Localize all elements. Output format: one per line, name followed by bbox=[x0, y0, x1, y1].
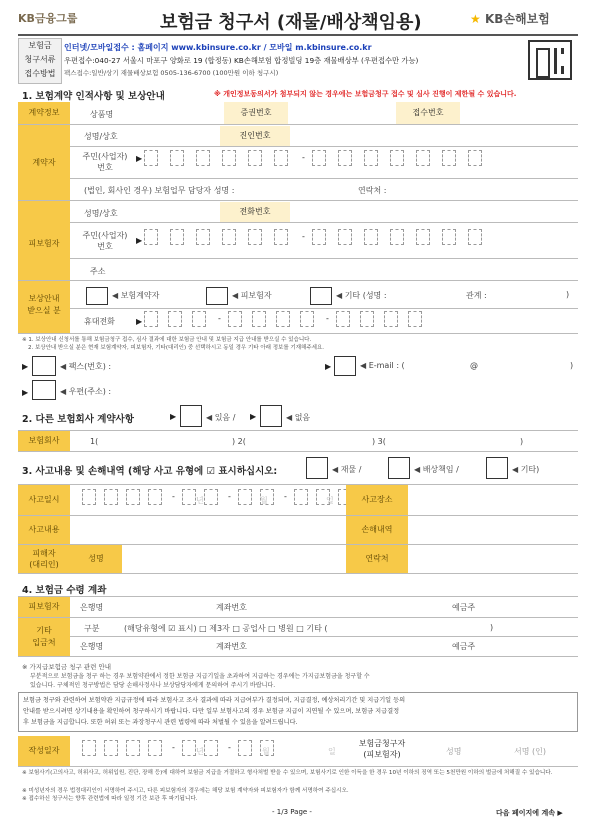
claimant-label: 보험금청구자 (피보험자) bbox=[358, 739, 406, 759]
mobile-digit[interactable] bbox=[228, 311, 242, 327]
sdate-month: 월 bbox=[262, 747, 270, 756]
paren-close: ) bbox=[566, 290, 570, 299]
opt-other-checkbox[interactable] bbox=[310, 287, 332, 305]
fine-print-2: 2. 보상안내 받으실 분은 현재 보험계약자, 피보험자, 기타(대리인) 중 선택하시고 동일 경우 기타 아래 정보를 기재해주세요. bbox=[28, 345, 325, 351]
sign-seal-label[interactable]: 서명 (인) bbox=[514, 747, 546, 756]
insured-rrn-digit[interactable] bbox=[468, 229, 482, 245]
insured-rrn-digit[interactable] bbox=[144, 229, 158, 245]
insured-account-label: 피보험자 bbox=[18, 597, 70, 617]
holder2-label: 예금주 bbox=[452, 642, 476, 651]
accident-date-digit[interactable] bbox=[204, 489, 218, 505]
mobile-label: 휴대전화 bbox=[84, 317, 115, 326]
contractor-rrn-digit[interactable] bbox=[196, 150, 210, 166]
note-line-2: 있습니다. 구체적인 청구방법은 담당 손해사정사나 보상담당자에게 문의하여 주시기 바랍니다. bbox=[30, 682, 276, 689]
qr-code bbox=[528, 40, 572, 80]
contractor-rrn-digit[interactable] bbox=[222, 150, 236, 166]
sign-date-digit[interactable] bbox=[82, 740, 96, 756]
sdate-day: 일 bbox=[328, 747, 336, 756]
account-label: 계좌번호 bbox=[216, 603, 247, 612]
contractor-rrn-digit[interactable] bbox=[170, 150, 184, 166]
mobile-digit[interactable] bbox=[300, 311, 314, 327]
mobile-digit[interactable] bbox=[252, 311, 266, 327]
type-liability-label: ◀ 배상책임 / bbox=[414, 465, 459, 474]
fine-print-1: ※ 1. 보상안내 신청서를 통해 보험금청구 접수, 심사 결과에 대한 보험금 안내 및 보험금 지급 안내를 받으실 수 있습니다. bbox=[22, 337, 312, 343]
div-label: 구분 bbox=[84, 624, 100, 633]
insured-label: 피보험자 bbox=[18, 201, 70, 286]
insured-rrn-digit[interactable] bbox=[390, 229, 404, 245]
page-number: - 1/3 Page - bbox=[272, 808, 312, 816]
sign-date-digit[interactable] bbox=[182, 740, 196, 756]
insured-rrn-digit[interactable] bbox=[248, 229, 262, 245]
company-end: ) bbox=[520, 437, 524, 446]
opt-other-relation: 관계 : bbox=[466, 291, 487, 300]
other-company-label: 보험회사 bbox=[18, 431, 70, 451]
sign-date-digit[interactable] bbox=[204, 740, 218, 756]
company-1[interactable]: 1( bbox=[90, 437, 99, 446]
separator: - bbox=[228, 743, 231, 752]
accident-date-digit[interactable] bbox=[182, 489, 196, 505]
sign-date-digit[interactable] bbox=[126, 740, 140, 756]
type-property-checkbox[interactable] bbox=[306, 457, 328, 479]
contractor-rrn-digit[interactable] bbox=[144, 150, 158, 166]
guide-recv-label: 보상안내 받으실 분 bbox=[18, 281, 70, 333]
contractor-rrn-digit[interactable] bbox=[390, 150, 404, 166]
victim-contact-label: 연락처 bbox=[346, 545, 408, 573]
opt-contractor-checkbox[interactable] bbox=[86, 287, 108, 305]
accident-date-digit[interactable] bbox=[126, 489, 140, 505]
email-close: ) bbox=[570, 361, 574, 370]
footer-2: ※ 미성년자의 경우 법정대리인이 서명하여 주시고, 다른 피보험자의 경우에는 해당 보험 계약자와 피보험자가 함께 서명하여 주십시오. bbox=[22, 788, 349, 794]
note-line-1: 부분적으로 보험금을 청구 하는 경우 보험약관에서 정한 보험금 지급기일을 초과하여 지급하는 경우에는 가지급보험금을 청구할 수 bbox=[30, 673, 370, 680]
adate-month: 월 bbox=[260, 496, 268, 505]
declaration-box: 보험금 청구와 관련하여 보험약관 지급규정에 따라 보험사고 조사 결과에 따라 지급여부가 결정되며, 지급결정, 예상처리기간 및 지급기일 등의 안내를 받으시려면 상기내용을 확인하여 청구하시기 바랍니다. 다만 일부 보험사고의 경우 보험금 지급이 지연될 수 있으며, 보험금 지급결정 후 보험금을 지급합니다. 또한 허위 또는 과장청구시 관련 법령에 따라 처벌될 수 있음을 알려드립니다. bbox=[18, 692, 578, 732]
account2-label: 계좌번호 bbox=[216, 642, 247, 651]
next-page-note: 다음 페이지에 계속 ▶ bbox=[496, 809, 563, 817]
contractor-rrn-digit[interactable] bbox=[338, 150, 352, 166]
other-ins-no-label: ◀ 없음 bbox=[286, 413, 311, 422]
contractor-rrn-digit[interactable] bbox=[312, 150, 326, 166]
mail-checkbox[interactable] bbox=[32, 380, 56, 400]
insured-name-label: 성명/상호 bbox=[84, 209, 118, 218]
insured-rrn-digit[interactable] bbox=[416, 229, 430, 245]
section1-title: 1. 보험계약 인적사항 및 보상안내 bbox=[22, 91, 165, 102]
opt-other-label: ◀ 기타 (성명 : bbox=[336, 291, 387, 300]
section4-title: 4. 보험금 수령 계좌 bbox=[22, 585, 107, 596]
separator: - bbox=[228, 492, 231, 501]
sign-date-label: 작성일자 bbox=[18, 736, 70, 766]
separator: - bbox=[302, 153, 305, 162]
section3-title: 3. 사고내용 및 손해내역 (해당 사고 유형에 ☑ 표시하십시오: bbox=[22, 466, 278, 477]
accident-content-label: 사고내용 bbox=[18, 516, 70, 544]
accident-date-digit[interactable] bbox=[148, 489, 162, 505]
policy-no-label: 증권번호 bbox=[224, 102, 288, 124]
accident-place-label: 사고장소 bbox=[346, 485, 408, 515]
separator: - bbox=[326, 314, 329, 323]
accident-date-digit[interactable] bbox=[104, 489, 118, 505]
opt-insured-label: ◀ 피보험자 bbox=[232, 291, 272, 300]
insured-address-label: 주소 bbox=[90, 267, 106, 276]
company-3[interactable]: ) 3( bbox=[372, 437, 386, 446]
company-2[interactable]: ) 2( bbox=[232, 437, 246, 446]
holder-label: 예금주 bbox=[452, 603, 476, 612]
opt-contractor-label: ◀ 보험계약자 bbox=[112, 291, 160, 300]
insured-rrn-digit[interactable] bbox=[442, 229, 456, 245]
insured-rrn-digit[interactable] bbox=[274, 229, 288, 245]
contract-info-label: 계약정보 bbox=[18, 102, 70, 124]
privacy-notice: ※ 개인정보동의서가 첨부되지 않는 경우에는 보험금청구 접수 및 심사 진행이 제한될 수 있습니다. bbox=[214, 90, 517, 98]
insured-rrn-digit[interactable] bbox=[312, 229, 326, 245]
insured-phone-label: 전화번호 bbox=[220, 202, 290, 222]
email-label: ◀ E-mail : ( bbox=[360, 361, 405, 370]
insured-rrn-digit[interactable] bbox=[338, 229, 352, 245]
accident-date-digit[interactable] bbox=[294, 489, 308, 505]
mobile-digit[interactable] bbox=[360, 311, 374, 327]
method-label: 보험금 청구서류 접수방법 bbox=[18, 38, 62, 84]
separator: - bbox=[284, 492, 287, 501]
victim-name-label: 성명 bbox=[70, 545, 122, 573]
corp-note: (법인, 회사인 경우) 보험업무 담당자 성명 : bbox=[84, 186, 235, 195]
insured-rrn-digit[interactable] bbox=[364, 229, 378, 245]
insured-rrn-label: 주민(사업자) 번호 bbox=[82, 231, 128, 251]
type-liability-checkbox[interactable] bbox=[388, 457, 410, 479]
contractor-rrn-digit[interactable] bbox=[364, 150, 378, 166]
contractor-label: 계약자 bbox=[18, 125, 70, 200]
mobile-digit[interactable] bbox=[168, 311, 182, 327]
note-title: ※ 가지급보험금 청구 관련 안내 bbox=[22, 663, 112, 671]
insured-rrn-digit[interactable] bbox=[222, 229, 236, 245]
accident-date-digit[interactable] bbox=[82, 489, 96, 505]
opt-insured-checkbox[interactable] bbox=[206, 287, 228, 305]
accident-date-digit[interactable] bbox=[238, 489, 252, 505]
mail-label: ◀ 우편(주소) : bbox=[60, 387, 112, 396]
other-ins-no-checkbox[interactable] bbox=[260, 405, 282, 427]
bank-label: 은행명 bbox=[80, 603, 104, 612]
contractor-rrn-digit[interactable] bbox=[442, 150, 456, 166]
contractor-rrn-digit[interactable] bbox=[248, 150, 262, 166]
sdate-year: 년 bbox=[196, 747, 204, 756]
footer-1: ※ 보험사기(고의사고, 허위사고, 허위입원, 진단, 장해 등)에 대하여 보험금 지급을 거절하고 형사처벌 받을 수 있으며, 보험사기로 인한 이득을 한 경우 10년 이하의 징역 또는 5천만원 이하의 벌금에 처해질 수 있습니다. bbox=[22, 770, 553, 776]
other-ins-yes-label: ◀ 있음 / bbox=[206, 413, 236, 422]
div-opts[interactable]: (해당유형에 ☑ 표시) □ 제3자 □ 공업사 □ 병원 □ 기타 ( bbox=[124, 624, 328, 633]
other-ins-yes-checkbox[interactable] bbox=[180, 405, 202, 427]
type-other-label: ◀ 기타) bbox=[512, 465, 540, 474]
corp-contact: 연락처 : bbox=[358, 186, 387, 195]
contractor-rrn-digit[interactable] bbox=[468, 150, 482, 166]
damage-label: 손해내역 bbox=[346, 516, 408, 544]
bank2-label: 은행명 bbox=[80, 642, 104, 651]
sign-date-digit[interactable] bbox=[238, 740, 252, 756]
page-title: 보험금 청구서 (재물/배상책임용) bbox=[160, 12, 422, 33]
sign-date-digit[interactable] bbox=[148, 740, 162, 756]
mobile-digit[interactable] bbox=[276, 311, 290, 327]
separator: - bbox=[218, 314, 221, 323]
type-property-label: ◀ 재물 / bbox=[332, 465, 362, 474]
separator: - bbox=[172, 492, 175, 501]
email-at: @ bbox=[470, 361, 478, 370]
insured-rrn-digit[interactable] bbox=[170, 229, 184, 245]
contractor-relation-label: 진인번호 bbox=[220, 126, 290, 146]
sign-name-label: 성명 bbox=[446, 747, 462, 756]
mobile-digit[interactable] bbox=[408, 311, 422, 327]
contractor-rrn-label: 주민(사업자) 번호 bbox=[82, 152, 128, 172]
contractor-rrn-digit[interactable] bbox=[416, 150, 430, 166]
section2-title: 2. 다른 보험회사 계약사항 bbox=[22, 414, 134, 425]
email-checkbox[interactable] bbox=[334, 356, 356, 376]
other-account-label: 기타 입금처 bbox=[18, 618, 70, 656]
kb-group-logo: KB금융그룹 bbox=[18, 12, 78, 25]
footer-3: ※ 접수하신 청구서는 향후 관련법에 따라 일정 기간 보관 후 파기됩니다. bbox=[22, 796, 198, 802]
sign-date-digit[interactable] bbox=[104, 740, 118, 756]
mobile-digit[interactable] bbox=[144, 311, 158, 327]
star-icon: ★ bbox=[470, 12, 481, 26]
separator: - bbox=[302, 232, 305, 241]
accident-date-label: 사고일시 bbox=[18, 485, 70, 515]
contractor-name-label: 성명/상호 bbox=[84, 132, 118, 141]
separator: - bbox=[172, 743, 175, 752]
type-other-checkbox[interactable] bbox=[486, 457, 508, 479]
contractor-rrn-digit[interactable] bbox=[274, 150, 288, 166]
div-end: ) bbox=[490, 623, 494, 632]
method-text: 인터넷/모바일접수 : 홈페이지 www.kbinsure.co.kr / 모바일 m.kbinsure.co.kr 우편접수:040-27 서울시 마포구 양화로 19 (합정동) KB손해보험 합정빌딩 19층 재물배상부 (우편접수만 가능) 팩스접수:일반/상기 재물배상보험 0505-136-6700 (100만원 이하 청구시) bbox=[64, 43, 419, 77]
fax-label: ◀ 팩스(번호) : bbox=[60, 362, 112, 371]
receipt-no-label: 접수번호 bbox=[396, 102, 460, 124]
fax-checkbox[interactable] bbox=[32, 356, 56, 376]
adate-year: 년 bbox=[196, 496, 204, 505]
product-label: 상품명 bbox=[90, 110, 114, 119]
adate-day: 일 bbox=[326, 496, 334, 505]
kb-insurance-logo: ★ KB손해보험 bbox=[470, 12, 550, 26]
mobile-digit[interactable] bbox=[384, 311, 398, 327]
victim-label: 피해자 (대리인) bbox=[18, 545, 70, 573]
mobile-digit[interactable] bbox=[336, 311, 350, 327]
mobile-digit[interactable] bbox=[192, 311, 206, 327]
insured-rrn-digit[interactable] bbox=[196, 229, 210, 245]
